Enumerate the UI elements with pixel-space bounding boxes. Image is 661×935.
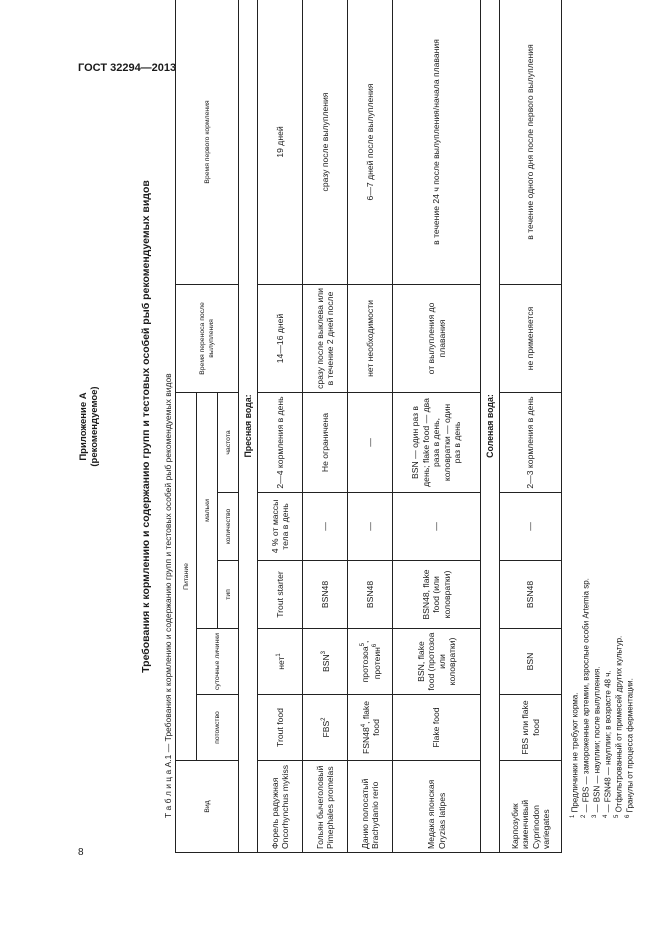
table-row xyxy=(303,0,348,853)
table-caption: Т а б л и ц а А.1 — Требования к кормлению и содержанию групп и тестовых особей рыб рекомендуемых видов xyxy=(163,373,173,818)
footnote: $^2$ — FBS — замороженные артемии, взрослые особи Artemia sp. xyxy=(581,578,591,818)
section-row-fresh xyxy=(239,0,258,853)
fry-amount-cell: 4 % от массы тела в день xyxy=(258,493,303,561)
transfer-cell: нет необходимости xyxy=(348,284,393,392)
transfer-cell: 14—16 дней xyxy=(258,284,303,392)
section-title: Требования к кормлению и содержанию групп и тестовых особей рыб рекомендуемых видов xyxy=(140,180,152,673)
fry-amount-cell: — xyxy=(348,493,393,561)
footnote: $^4$ — FSN48 — науплии; в возрасте 48 ч. xyxy=(603,670,613,818)
first-feeding-cell: 6—7 дней после вылупления xyxy=(348,0,393,284)
header-fry-freq: частота xyxy=(218,392,239,492)
larvae-cell: нет$^1$ xyxy=(258,629,303,695)
header-species: Вид xyxy=(176,761,239,853)
first-feeding-cell: в течение одного дня после первого вылупления xyxy=(500,0,562,284)
footnote: $^1$ Предличинки не требуют корма. xyxy=(570,692,580,818)
transfer-cell: сразу после выклева или в течение 2 дней после xyxy=(303,284,348,392)
larvae-cell: протозоа$^5$, протеин$^6$ xyxy=(348,629,393,695)
species-cell: Медака японская Oryzias latipes xyxy=(393,761,481,853)
appendix-title: Приложение А xyxy=(78,392,89,461)
section-fresh: Пресная вода: xyxy=(239,0,258,853)
header-adults: потомство xyxy=(197,695,239,761)
species-cell: Карпозубик изменчивый Cyprinodon variegates xyxy=(500,761,562,853)
appendix-subtitle: (рекомендуемое) xyxy=(89,386,100,467)
transfer-cell: не применяется xyxy=(500,284,562,392)
first-feeding-cell: 19 дней xyxy=(258,0,303,284)
table-row xyxy=(500,0,562,853)
first-feeding-cell: сразу после вылупления xyxy=(303,0,348,284)
feeding-table xyxy=(175,0,562,853)
appendix-heading xyxy=(78,0,100,853)
adults-cell: FBS или flake food xyxy=(500,695,562,761)
table-row xyxy=(393,0,481,853)
standard-code: ГОСТ 32294—2013 xyxy=(78,62,177,74)
adults-cell: $FSN48^4$, flake food xyxy=(348,695,393,761)
larvae-cell: BSN, flake food (протозоа или коловратки) xyxy=(393,629,481,695)
species-cell: Форель радужная Oncorhynchus mykiss xyxy=(258,761,303,853)
footnote: $^3$ — BSN — науплии; после вылупления. xyxy=(592,666,602,818)
adults-cell: Flake food xyxy=(393,695,481,761)
fry-amount-cell: — xyxy=(303,493,348,561)
species-cell: Данио полосатый Brachydanio rerio xyxy=(348,761,393,853)
fry-amount-cell: — xyxy=(393,493,481,561)
fry-freq-cell: Не ограничена xyxy=(303,392,348,492)
header-first-feeding: Время первого кормления xyxy=(176,0,239,284)
section-salt: Соленая вода: xyxy=(481,0,500,853)
fry-amount-cell: — xyxy=(500,493,562,561)
fry-freq-cell: 2—4 кормления в день xyxy=(258,392,303,492)
footnote: $^5$ Отфильтрованный от примесей других культур. xyxy=(614,635,624,818)
fry-type-cell: BSN48 xyxy=(303,561,348,629)
larvae-cell: BSN$^3$ xyxy=(303,629,348,695)
table-row xyxy=(258,0,303,853)
fry-type-cell: BSN48 xyxy=(348,561,393,629)
fry-freq-cell: BSN — один раз в день; flake food — два раза в день, коловратки — один раз в день xyxy=(393,392,481,492)
rotated-content xyxy=(78,0,641,853)
adults-cell: Trout food xyxy=(258,695,303,761)
header-fry-type: тип xyxy=(218,561,239,629)
header-row-1 xyxy=(176,0,197,853)
footnote: $^6$ Гранулы от процесса ферментации. xyxy=(625,678,635,818)
header-fry-amount: количество xyxy=(218,493,239,561)
page-number: 8 xyxy=(78,847,84,858)
header-transfer: Время переноса после вылупления xyxy=(176,284,239,392)
header-feeding: Питание xyxy=(176,392,197,760)
larvae-cell: BSN xyxy=(500,629,562,695)
header-day-old: суточные личинки xyxy=(197,629,239,695)
fry-freq-cell: — xyxy=(348,392,393,492)
adults-cell: FBS$^2$ xyxy=(303,695,348,761)
fry-freq-cell: 2—3 кормления в день xyxy=(500,392,562,492)
first-feeding-cell: в течение 24 ч после вылупления/начала плавания xyxy=(393,0,481,284)
transfer-cell: от вылупления до плавания xyxy=(393,284,481,392)
section-row-salt xyxy=(481,0,500,853)
fry-type-cell: BSN48 xyxy=(500,561,562,629)
fry-type-cell: BSN48, flake food (или коловратки) xyxy=(393,561,481,629)
header-fry: мальки xyxy=(197,392,218,628)
species-cell: Гольян бычеголовый Pimephales promelas xyxy=(303,761,348,853)
table-row xyxy=(348,0,393,853)
fry-type-cell: Trout starter xyxy=(258,561,303,629)
